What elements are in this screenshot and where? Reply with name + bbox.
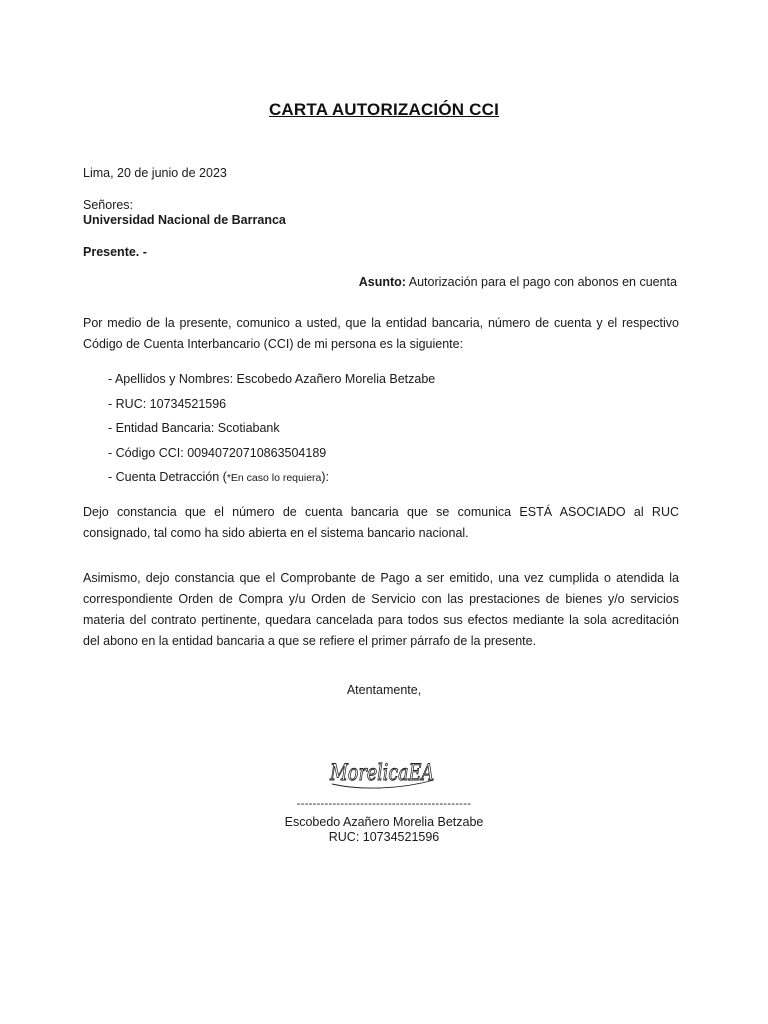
list-item-ruc: - RUC: 10734521596 — [108, 396, 227, 411]
paragraph-intro: Por medio de la presente, comunico a usted, que la entidad bancaria, número de cuenta y el respectivo Código de Cuenta Interbancario (CCI) de mi persona es la siguiente: — [83, 316, 679, 351]
recipient: Universidad Nacional de Barranca — [83, 213, 286, 227]
signature-text: MorelicaEA — [329, 761, 434, 786]
paragraph-payment: Asimismo, dejo constancia que el Comprobante de Pago a ser emitido, una vez cumplida o atendida la correspondiente Orden de Compra y/u Orden de Servicio con las prestaciones de bienes y/o servicios materia del contrato pertinente, quedara cancelada para todos sus efectos mediante la sola acreditación del abono en la entidad bancaria a que se refiere el primer párrafo de la presente. — [83, 571, 679, 648]
letter-title: CARTA AUTORIZACIÓN CCI — [268, 100, 500, 119]
detraccion-label: - Cuenta Detracción ( — [108, 470, 227, 484]
subject-text: Autorización para el pago con abonos en cuenta — [405, 275, 677, 289]
list-item-cci: - Código CCI: 00940720710863504189 — [108, 445, 327, 460]
list-item-detraccion — [108, 469, 435, 494]
paragraph-association: Dejo constancia que el número de cuenta bancaria que se comunica ESTÁ ASOCIADO al RUC consignado, tal como ha sido abierta en el sistema bancario nacional. — [83, 505, 679, 540]
place-date: Lima, 20 de junio de 2023 — [83, 166, 227, 180]
detraccion-end: ): — [321, 470, 330, 484]
subject-label: Asunto: — [358, 275, 406, 289]
presente-line: Presente. - — [83, 245, 147, 259]
subject-line — [359, 275, 677, 289]
handwritten-signature — [328, 746, 438, 796]
signer-ruc: RUC: 10734521596 — [328, 830, 440, 844]
bank-details-list — [108, 371, 435, 494]
signature-line: -------------------------------------------- — [296, 798, 472, 810]
salutation: Señores: — [83, 198, 134, 212]
list-item-names: - Apellidos y Nombres: Escobedo Azañero Morelia Betzabe — [108, 372, 436, 386]
signer-name: Escobedo Azañero Morelia Betzabe — [284, 815, 484, 829]
detraccion-note: *En caso lo requiera — [226, 472, 322, 484]
closing: Atentamente, — [346, 683, 422, 697]
list-item-bank: - Entidad Bancaria: Scotiabank — [108, 421, 280, 435]
